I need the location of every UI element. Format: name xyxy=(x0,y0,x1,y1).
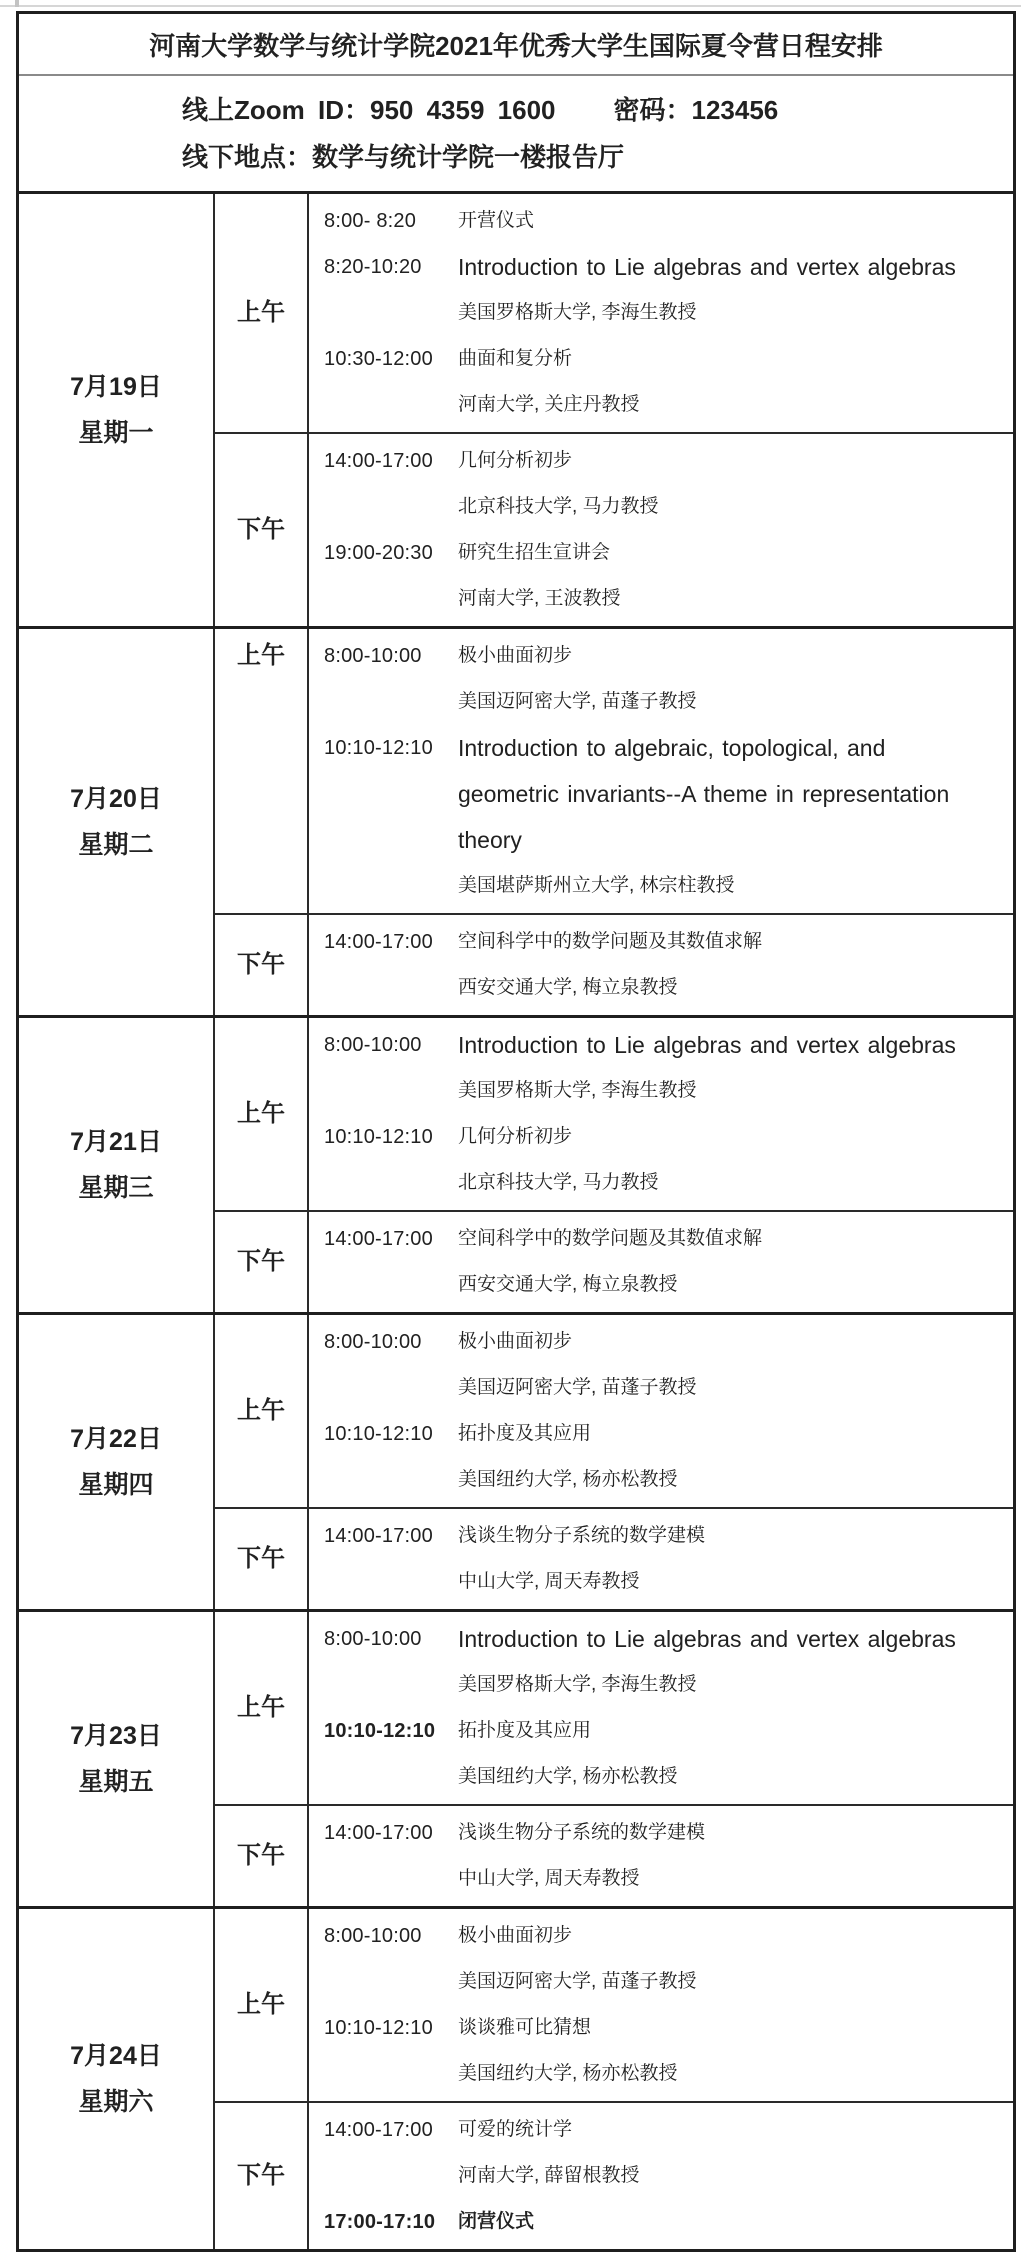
time-range: 10:10-12:10 xyxy=(324,1126,433,1148)
event-text: 闭营仪式 xyxy=(458,2211,535,2232)
time-range xyxy=(324,1068,458,1114)
date-label: 7月19日 xyxy=(70,373,162,401)
session-row xyxy=(215,1212,1013,1312)
event-text: 浅谈生物分子系统的数学建模 xyxy=(458,1525,706,1546)
event-text: 北京科技大学, 马力教授 xyxy=(458,496,659,517)
session-line xyxy=(324,1457,1013,1503)
schedule-table xyxy=(16,11,1016,2252)
session-line xyxy=(324,965,1013,1011)
time-range xyxy=(324,1365,458,1411)
event-text: 美国堪萨斯州立大学, 林宗柱教授 xyxy=(458,875,735,896)
session-line xyxy=(324,1319,1013,1365)
time-range xyxy=(324,2153,458,2199)
session-line xyxy=(324,1708,1013,1754)
day-sessions xyxy=(215,1909,1013,2249)
weekday-label: 星期六 xyxy=(78,2088,154,2116)
time-range: 14:00-17:00 xyxy=(324,1525,433,1547)
session-line xyxy=(324,244,1013,290)
date-cell xyxy=(19,1315,215,1609)
date-cell xyxy=(19,629,215,1015)
time-range xyxy=(324,382,458,428)
session-lines xyxy=(309,1315,1013,1507)
session-label: 上午 xyxy=(215,1612,309,1804)
date-label: 7月20日 xyxy=(70,785,162,813)
session-label: 下午 xyxy=(215,1212,309,1312)
event-text: 几何分析初步 xyxy=(458,1126,573,1147)
day-sessions xyxy=(215,1315,1013,1609)
session-row xyxy=(215,629,1013,915)
session-label: 下午 xyxy=(215,1509,309,1609)
session-line xyxy=(324,725,1013,771)
time-range xyxy=(324,1754,458,1800)
day-row xyxy=(19,1612,1013,1909)
time-range xyxy=(324,1856,458,1902)
event-text: 开营仪式 xyxy=(458,210,535,231)
session-row xyxy=(215,1612,1013,1806)
time-range xyxy=(324,1959,458,2005)
zoom-password-text: 密码：123456 xyxy=(613,94,779,125)
session-line xyxy=(324,1216,1013,1262)
event-text: 极小曲面初步 xyxy=(458,1331,573,1352)
time-range: 14:00-17:00 xyxy=(324,1228,433,1250)
time-range xyxy=(324,1662,458,1708)
session-lines xyxy=(309,2103,1013,2249)
day-row xyxy=(19,629,1013,1018)
event-text: 西安交通大学, 梅立泉教授 xyxy=(458,1274,678,1295)
session-lines xyxy=(309,434,1013,626)
time-range: 10:10-12:10 xyxy=(324,2017,433,2039)
session-row xyxy=(215,1018,1013,1212)
event-text: 美国迈阿密大学, 苗蓬子教授 xyxy=(458,691,697,712)
time-range xyxy=(324,771,458,817)
session-label: 下午 xyxy=(215,2103,309,2249)
session-line xyxy=(324,1559,1013,1605)
session-line xyxy=(324,919,1013,965)
time-range: 10:10-12:10 xyxy=(324,737,433,759)
page-top-tick xyxy=(15,0,19,7)
event-text: 空间科学中的数学问题及其数值求解 xyxy=(458,1228,763,1249)
event-text: geometric invariants--A theme in representation xyxy=(458,781,950,807)
event-text: Introduction to algebraic, topological, and xyxy=(458,735,886,761)
event-text: 拓扑度及其应用 xyxy=(458,1423,592,1444)
date-cell xyxy=(19,1909,215,2249)
session-row xyxy=(215,1509,1013,1609)
session-line xyxy=(324,2051,1013,2097)
time-range: 8:00-10:00 xyxy=(324,1925,422,1947)
date-cell xyxy=(19,1612,215,1906)
session-line xyxy=(324,1662,1013,1708)
day-sessions xyxy=(215,629,1013,1015)
day-row xyxy=(19,194,1013,629)
session-label: 上午 xyxy=(215,1315,309,1507)
time-range: 14:00-17:00 xyxy=(324,450,433,472)
session-line xyxy=(324,1262,1013,1308)
time-range xyxy=(324,2051,458,2097)
time-range: 14:00-17:00 xyxy=(324,1822,433,1844)
event-text: 美国罗格斯大学, 李海生教授 xyxy=(458,1674,697,1695)
session-line xyxy=(324,1959,1013,2005)
event-text: 西安交通大学, 梅立泉教授 xyxy=(458,977,678,998)
session-label: 上午 xyxy=(215,1018,309,1210)
time-range xyxy=(324,817,458,863)
meeting-info xyxy=(19,76,1013,194)
session-row xyxy=(215,915,1013,1015)
date-cell xyxy=(19,1018,215,1312)
weekday-label: 星期五 xyxy=(78,1768,154,1796)
session-line xyxy=(324,771,1013,817)
day-row xyxy=(19,1315,1013,1612)
time-range: 8:00-10:00 xyxy=(324,1331,422,1353)
event-text: 拓扑度及其应用 xyxy=(458,1720,592,1741)
time-range xyxy=(324,679,458,725)
session-row xyxy=(215,1315,1013,1509)
event-text: 谈谈雅可比猜想 xyxy=(458,2017,592,2038)
time-range xyxy=(324,1457,458,1503)
event-text: theory xyxy=(458,827,522,853)
session-lines xyxy=(309,1212,1013,1312)
event-text: 几何分析初步 xyxy=(458,450,573,471)
event-text: 极小曲面初步 xyxy=(458,1925,573,1946)
session-line xyxy=(324,863,1013,909)
session-line xyxy=(324,530,1013,576)
event-text: 河南大学, 王波教授 xyxy=(458,588,621,609)
session-line xyxy=(324,1365,1013,1411)
weekday-label: 星期四 xyxy=(78,1471,154,1499)
event-text: Introduction to Lie algebras and vertex algebras xyxy=(458,1626,956,1652)
session-line xyxy=(324,336,1013,382)
event-text: 中山大学, 周天寿教授 xyxy=(458,1571,640,1592)
time-range: 14:00-17:00 xyxy=(324,931,433,953)
day-sessions xyxy=(215,1612,1013,1906)
session-line xyxy=(324,2153,1013,2199)
zoom-id-text: 线上Zoom ID：950 4359 1600 xyxy=(182,94,556,125)
event-text: 美国纽约大学, 杨亦松教授 xyxy=(458,1469,678,1490)
event-text: 研究生招生宣讲会 xyxy=(458,542,611,563)
event-text: 美国纽约大学, 杨亦松教授 xyxy=(458,1766,678,1787)
time-range: 19:00-20:30 xyxy=(324,542,433,564)
session-line xyxy=(324,1856,1013,1902)
session-line xyxy=(324,1513,1013,1559)
session-line xyxy=(324,2107,1013,2153)
session-row xyxy=(215,1806,1013,1906)
session-label: 上午 xyxy=(215,629,309,913)
time-range xyxy=(324,576,458,622)
time-range: 10:10-12:10 xyxy=(324,1423,433,1445)
event-text: 河南大学, 薛留根教授 xyxy=(458,2165,640,2186)
offline-location-line: 线下地点：数学与统计学院一楼报告厅 xyxy=(182,141,625,172)
session-line xyxy=(324,290,1013,336)
session-label: 上午 xyxy=(215,194,309,432)
session-label: 下午 xyxy=(215,915,309,1015)
session-line xyxy=(324,576,1013,622)
session-line xyxy=(324,1022,1013,1068)
time-range: 10:10-12:10 xyxy=(324,1720,436,1742)
event-text: 美国迈阿密大学, 苗蓬子教授 xyxy=(458,1377,697,1398)
event-text: 可爱的统计学 xyxy=(458,2119,573,2140)
session-line xyxy=(324,1810,1013,1856)
session-row xyxy=(215,1909,1013,2103)
session-label: 上午 xyxy=(215,1909,309,2101)
session-lines xyxy=(309,1909,1013,2101)
day-row xyxy=(19,1909,1013,2249)
weekday-label: 星期三 xyxy=(78,1174,154,1202)
time-range: 14:00-17:00 xyxy=(324,2119,433,2141)
event-text: 美国迈阿密大学, 苗蓬子教授 xyxy=(458,1971,697,1992)
time-range xyxy=(324,863,458,909)
session-line xyxy=(324,438,1013,484)
session-line xyxy=(324,198,1013,244)
table-title: 河南大学数学与统计学院2021年优秀大学生国际夏令营日程安排 xyxy=(19,14,1013,76)
session-line xyxy=(324,1068,1013,1114)
time-range: 8:00- 8:20 xyxy=(324,210,417,232)
session-line xyxy=(324,1913,1013,1959)
time-range xyxy=(324,1262,458,1308)
zoom-id-line xyxy=(182,87,1013,134)
page-top-rule xyxy=(0,5,1021,7)
date-cell xyxy=(19,194,215,626)
session-lines xyxy=(309,194,1013,432)
session-lines xyxy=(309,915,1013,1015)
session-lines xyxy=(309,629,1013,913)
time-range: 17:00-17:10 xyxy=(324,2211,436,2233)
session-line xyxy=(324,1114,1013,1160)
time-range: 8:00-10:00 xyxy=(324,1628,422,1650)
session-row xyxy=(215,434,1013,626)
event-text: 曲面和复分析 xyxy=(458,348,573,369)
session-row xyxy=(215,194,1013,434)
session-line xyxy=(324,2199,1013,2245)
session-label: 下午 xyxy=(215,434,309,626)
session-lines xyxy=(309,1806,1013,1906)
session-line xyxy=(324,1411,1013,1457)
event-text: 空间科学中的数学问题及其数值求解 xyxy=(458,931,763,952)
time-range: 8:00-10:00 xyxy=(324,645,422,667)
time-range xyxy=(324,1160,458,1206)
session-row xyxy=(215,2103,1013,2249)
event-text: Introduction to Lie algebras and vertex algebras xyxy=(458,1032,956,1058)
event-text: 美国罗格斯大学, 李海生教授 xyxy=(458,302,697,323)
time-range xyxy=(324,965,458,1011)
event-text: 河南大学, 关庄丹教授 xyxy=(458,394,640,415)
event-text: 美国罗格斯大学, 李海生教授 xyxy=(458,1080,697,1101)
session-label: 下午 xyxy=(215,1806,309,1906)
event-text: 极小曲面初步 xyxy=(458,645,573,666)
time-range: 10:30-12:00 xyxy=(324,348,433,370)
session-lines xyxy=(309,1018,1013,1210)
day-row xyxy=(19,1018,1013,1315)
weekday-label: 星期二 xyxy=(78,831,154,859)
time-range: 8:00-10:00 xyxy=(324,1034,422,1056)
event-text: 美国纽约大学, 杨亦松教授 xyxy=(458,2063,678,2084)
date-label: 7月22日 xyxy=(70,1425,162,1453)
event-text: 北京科技大学, 马力教授 xyxy=(458,1172,659,1193)
day-sessions xyxy=(215,1018,1013,1312)
event-text: 中山大学, 周天寿教授 xyxy=(458,1868,640,1889)
session-lines xyxy=(309,1509,1013,1609)
session-line xyxy=(324,1160,1013,1206)
session-line xyxy=(324,382,1013,428)
weekday-label: 星期一 xyxy=(78,419,154,447)
session-line xyxy=(324,817,1013,863)
session-line xyxy=(324,1616,1013,1662)
event-text: 浅谈生物分子系统的数学建模 xyxy=(458,1822,706,1843)
schedule-days xyxy=(19,194,1013,2249)
session-line xyxy=(324,1754,1013,1800)
session-line xyxy=(324,679,1013,725)
time-range xyxy=(324,484,458,530)
time-range xyxy=(324,290,458,336)
session-line xyxy=(324,484,1013,530)
session-lines xyxy=(309,1612,1013,1804)
time-range xyxy=(324,1559,458,1605)
time-range: 8:20-10:20 xyxy=(324,256,422,278)
day-sessions xyxy=(215,194,1013,626)
date-label: 7月23日 xyxy=(70,1722,162,1750)
date-label: 7月24日 xyxy=(70,2042,162,2070)
session-line xyxy=(324,2005,1013,2051)
date-label: 7月21日 xyxy=(70,1128,162,1156)
event-text: Introduction to Lie algebras and vertex algebras xyxy=(458,254,956,280)
session-line xyxy=(324,633,1013,679)
